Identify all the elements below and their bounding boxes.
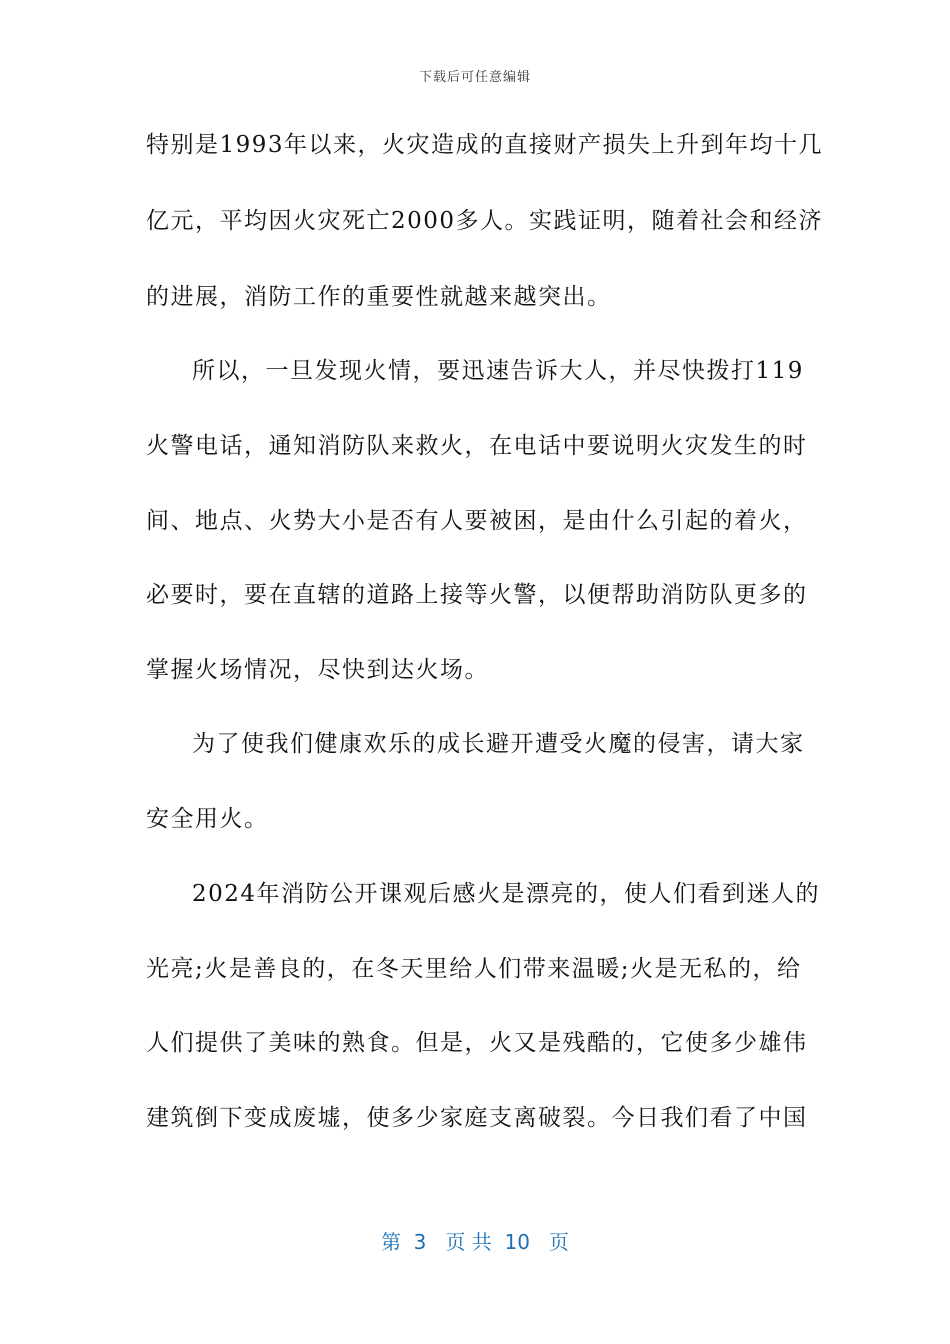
text-line: 所以，一旦发现火情，要迅速告诉大人，并尽快拨打119	[192, 358, 804, 384]
text-line: 人们提供了美味的熟食。但是，火又是残酷的，它使多少雄伟	[146, 1030, 808, 1056]
text-line: 的进展，消防工作的重要性就越来越突出。	[146, 284, 612, 310]
text-line: 光亮;火是善良的，在冬天里给人们带来温暖;火是无私的，给	[146, 956, 802, 982]
text-line: 特别是1993年以来，火灾造成的直接财产损失上升到年均十几	[146, 132, 824, 158]
page-number: 第 3 页 共 10 页	[380, 1230, 570, 1254]
text-line: 为了使我们健康欢乐的成长避开遭受火魔的侵害，请大家	[192, 731, 805, 757]
text-line: 安全用火。	[146, 806, 269, 832]
text-line: 2024年消防公开课观后感火是漂亮的，使人们看到迷人的	[192, 881, 821, 907]
text-line: 建筑倒下变成废墟，使多少家庭支离破裂。今日我们看了中国	[146, 1105, 808, 1131]
header-note: 下载后可任意编辑	[418, 70, 531, 85]
text-line: 亿元，平均因火灾死亡2000多人。实践证明，随着社会和经济	[146, 208, 824, 234]
text-line: 掌握火场情况，尽快到达火场。	[146, 657, 489, 683]
text-line: 间、地点、火势大小是否有人要被困，是由什么引起的着火，	[146, 508, 808, 534]
text-line: 必要时，要在直辖的道路上接等火警，以便帮助消防队更多的	[146, 582, 808, 608]
text-line: 火警电话，通知消防队来救火，在电话中要说明火灾发生的时	[146, 433, 808, 459]
